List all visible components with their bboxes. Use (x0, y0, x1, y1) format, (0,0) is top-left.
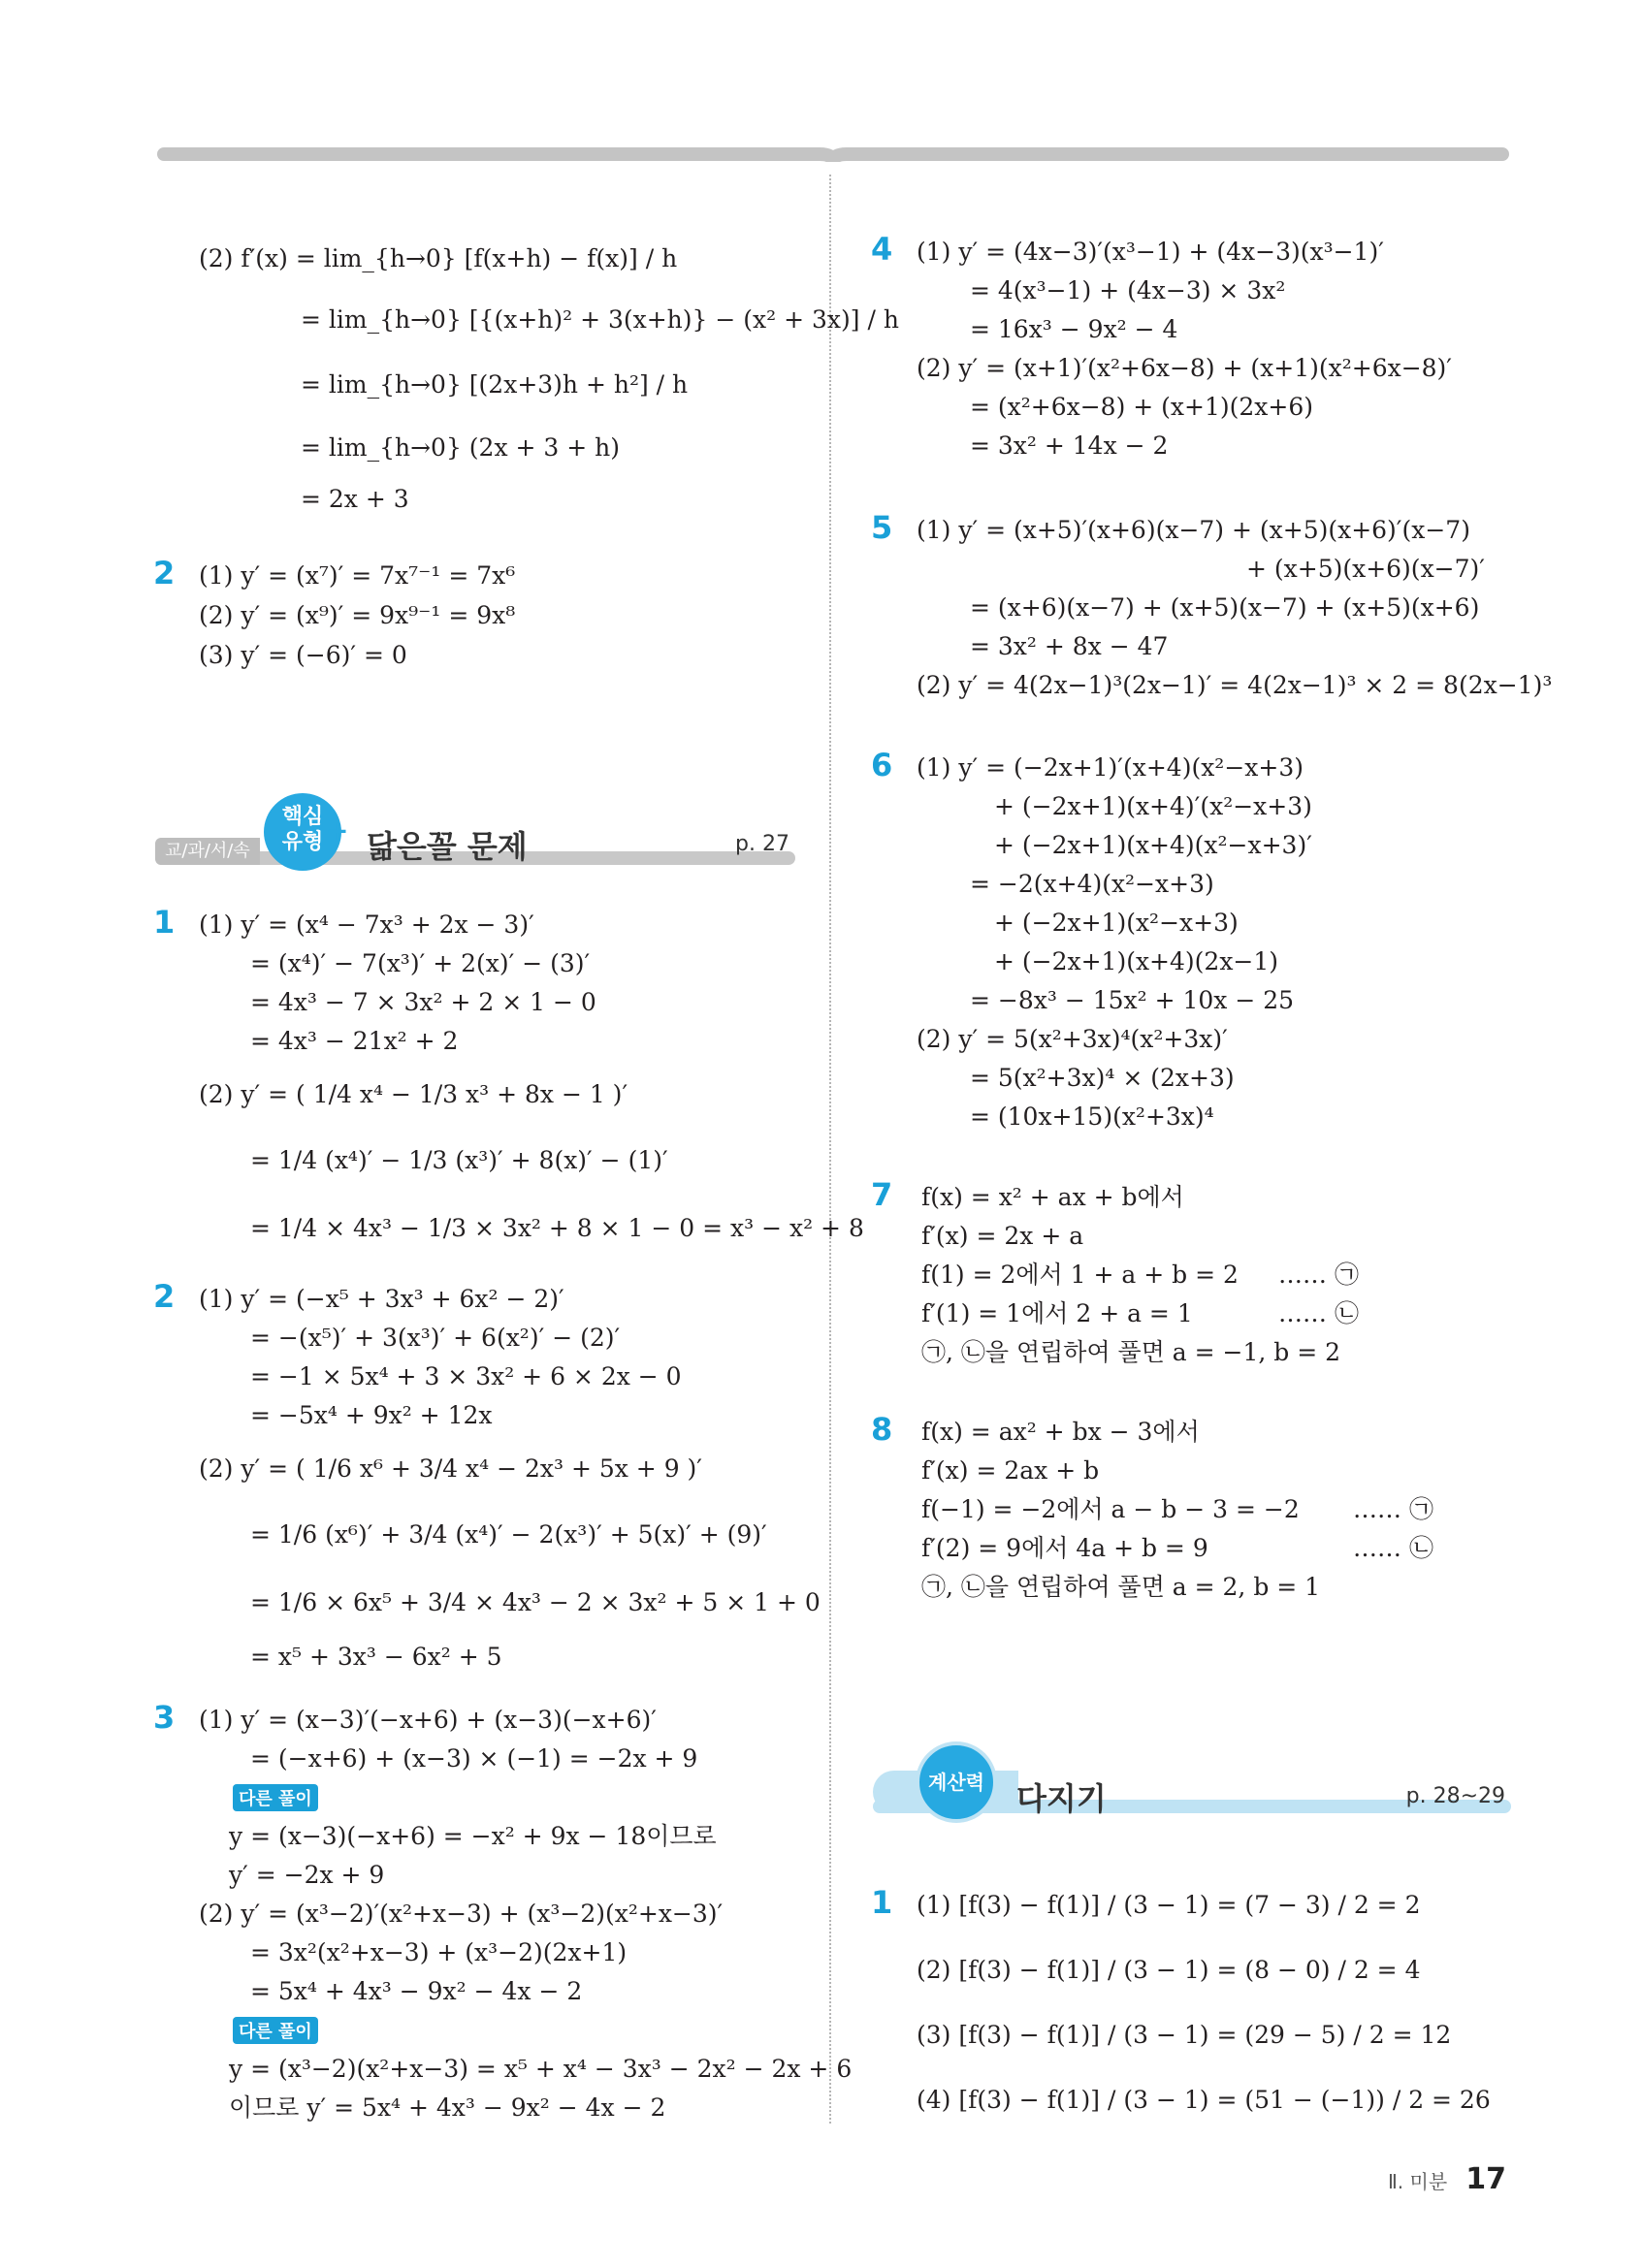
math-line: = −1 × 5x⁴ + 3 × 3x² + 6 × 2x − 0 (250, 1362, 682, 1390)
problem-number: 2 (153, 1278, 176, 1315)
math-line: (2) y′ = ( 1/4 x⁴ − 1/3 x³ + 8x − 1 )′ (199, 1080, 628, 1108)
math-line: = (x²+6x−8) + (x+1)(2x+6) (970, 393, 1313, 421)
circle-text: 계산력 (928, 1771, 984, 1794)
header-tag: 교/과/서/속 (155, 838, 260, 865)
problem-number: 6 (871, 747, 893, 783)
math-line: f′(1) = 1에서 2 + a = 1 (921, 1299, 1193, 1327)
math-line: f(−1) = −2에서 a − b − 3 = −2 (921, 1495, 1300, 1523)
problem-number: 7 (871, 1176, 893, 1213)
math-line: = 16x³ − 9x² − 4 (970, 315, 1178, 343)
column-divider (829, 175, 831, 2124)
math-line: = 1/6 (x⁶)′ + 3/4 (x⁴)′ − 2(x³)′ + 5(x)′ + (9)′ (250, 1520, 767, 1549)
math-line: + (−2x+1)(x+4)(2x−1) (994, 947, 1279, 975)
math-line: ㉠, ㉡을 연립하여 풀면 a = −1, b = 2 (921, 1338, 1341, 1366)
page-number: 17 (1465, 2162, 1506, 2196)
math-line: (2) y′ = (x⁹)′ = 9x⁹⁻¹ = 9x⁸ (199, 601, 516, 629)
math-line: (1) y′ = (x+5)′(x+6)(x−7) + (x+5)(x+6)′(x−7) (917, 516, 1470, 544)
problem-number: 1 (871, 1884, 893, 1921)
equation-mark: …… ㉠ (1278, 1261, 1359, 1289)
problem-number: 4 (871, 231, 893, 268)
math-line: (1) y′ = (x−3)′(−x+6) + (x−3)(−x+6)′ (199, 1706, 657, 1734)
section-header (155, 797, 795, 875)
math-line: f(x) = x² + ax + b에서 (921, 1183, 1184, 1211)
math-line: 이므로 y′ = 5x⁴ + 4x³ − 9x² − 4x − 2 (229, 2093, 666, 2122)
math-line: = 5x⁴ + 4x³ − 9x² − 4x − 2 (250, 1977, 583, 2005)
problem-number: 2 (153, 555, 176, 591)
math-line: (2) f′(x) = lim_{h→0} [f(x+h) − f(x)] / h (199, 244, 678, 272)
math-line: + (−2x+1)(x²−x+3) (994, 909, 1239, 937)
page-reference: p. 28~29 (1405, 1784, 1505, 1808)
problem-number: 1 (153, 904, 176, 941)
math-line: (1) [f(3) − f(1)] / (3 − 1) = (7 − 3) / 2 = 2 (917, 1891, 1421, 1919)
circle-bottom-text: 유형 (281, 830, 324, 854)
math-line: = 4x³ − 7 × 3x² + 2 × 1 − 0 (250, 988, 596, 1016)
math-line: (2) y′ = 5(x²+3x)⁴(x²+3x)′ (917, 1025, 1228, 1053)
math-line: f(x) = ax² + bx − 3에서 (921, 1418, 1200, 1446)
math-line: (2) y′ = (x+1)′(x²+6x−8) + (x+1)(x²+6x−8)′ (917, 354, 1452, 382)
math-line: = −5x⁴ + 9x² + 12x (250, 1401, 493, 1429)
section-title: 닮은꼴 문제 (367, 828, 528, 865)
math-line: (1) y′ = (4x−3)′(x³−1) + (4x−3)(x³−1)′ (917, 238, 1384, 266)
math-line: (1) y′ = (x⁴ − 7x³ + 2x − 3)′ (199, 910, 534, 939)
section-header (873, 1745, 1511, 1823)
math-line: (2) [f(3) − f(1)] / (3 − 1) = (8 − 0) / 2 = 4 (917, 1956, 1421, 1984)
math-line: f′(2) = 9에서 4a + b = 9 (921, 1534, 1208, 1562)
math-line: (1) y′ = (x⁷)′ = 7x⁷⁻¹ = 7x⁶ (199, 561, 516, 590)
math-line: + (−2x+1)(x+4)′(x²−x+3) (994, 792, 1312, 820)
math-line: = lim_{h→0} [(2x+3)h + h²] / h (301, 370, 689, 399)
problem-number: 5 (871, 509, 893, 546)
footer-section: Ⅱ. 미분 (1387, 2170, 1448, 2193)
math-line: = 4x³ − 21x² + 2 (250, 1027, 459, 1055)
problem-number: 3 (153, 1699, 176, 1736)
equation-mark: …… ㉡ (1278, 1299, 1359, 1327)
math-line: = 3x² + 14x − 2 (970, 431, 1169, 460)
math-line: = 1/4 × 4x³ − 1/3 × 3x² + 8 × 1 − 0 = x³ − x² + 8 (250, 1214, 864, 1242)
plus-icon: + (326, 815, 349, 847)
math-line: f′(x) = 2x + a (921, 1222, 1084, 1250)
math-line: (2) y′ = 4(2x−1)³(2x−1)′ = 4(2x−1)³ × 2 = 8(2x−1)³ (917, 671, 1553, 699)
math-line: = 1/6 × 6x⁵ + 3/4 × 4x³ − 2 × 3x² + 5 × 1 + 0 (250, 1588, 821, 1616)
math-line: = (x+6)(x−7) + (x+5)(x−7) + (x+5)(x+6) (970, 593, 1480, 622)
math-line: = 5(x²+3x)⁴ × (2x+3) (970, 1064, 1235, 1092)
equation-mark: …… ㉠ (1353, 1495, 1433, 1523)
math-line: y = (x³−2)(x²+x−3) = x⁵ + x⁴ − 3x³ − 2x² − 2x + 6 (229, 2055, 853, 2083)
math-line: (2) y′ = (x³−2)′(x²+x−3) + (x³−2)(x²+x−3)′ (199, 1900, 724, 1928)
math-line: = (x⁴)′ − 7(x³)′ + 2(x)′ − (3)′ (250, 949, 591, 977)
math-line: y′ = −2x + 9 (229, 1861, 385, 1889)
alt-solution-badge: 다른 풀이 (233, 1784, 318, 1811)
math-line: + (x+5)(x+6)(x−7)′ (1246, 555, 1485, 583)
math-line: = −2(x+4)(x²−x+3) (970, 870, 1214, 898)
math-line: = (10x+15)(x²+3x)⁴ (970, 1102, 1214, 1131)
page-footer (1388, 2162, 1506, 2196)
math-line: (4) [f(3) − f(1)] / (3 − 1) = (51 − (−1)) / 2 = 26 (917, 2086, 1491, 2114)
math-line: ㉠, ㉡을 연립하여 풀면 a = 2, b = 1 (921, 1573, 1321, 1601)
top-divider-bar (155, 145, 1511, 163)
circle-top-text: 핵심 (281, 805, 324, 829)
math-line: = lim_{h→0} (2x + 3 + h) (301, 433, 621, 462)
problem-number: 8 (871, 1411, 893, 1448)
math-line: = 4(x³−1) + (4x−3) × 3x² (970, 276, 1286, 304)
math-line: = 1/4 (x⁴)′ − 1/3 (x³)′ + 8(x)′ − (1)′ (250, 1146, 668, 1174)
alt-solution-badge: 다른 풀이 (233, 2017, 318, 2044)
equation-mark: …… ㉡ (1353, 1534, 1433, 1562)
math-line: (2) y′ = ( 1/6 x⁶ + 3/4 x⁴ − 2x³ + 5x + 9 )′ (199, 1454, 702, 1483)
math-line: = −(x⁵)′ + 3(x³)′ + 6(x²)′ − (2)′ (250, 1324, 621, 1352)
math-line: (1) y′ = (−2x+1)′(x+4)(x²−x+3) (917, 753, 1304, 782)
page-reference: p. 27 (735, 832, 789, 856)
math-line: (3) [f(3) − f(1)] / (3 − 1) = (29 − 5) / 2 = 12 (917, 2021, 1452, 2049)
math-line: = −8x³ − 15x² + 10x − 25 (970, 986, 1295, 1014)
math-line: = 3x² + 8x − 47 (970, 632, 1169, 660)
math-line: f′(x) = 2ax + b (921, 1456, 1100, 1485)
math-line: (1) y′ = (−x⁵ + 3x³ + 6x² − 2)′ (199, 1285, 564, 1313)
math-line: = 3x²(x²+x−3) + (x³−2)(2x+1) (250, 1938, 628, 1966)
header-circle (916, 1741, 997, 1823)
math-line: f(1) = 2에서 1 + a + b = 2 (921, 1261, 1239, 1289)
math-line: = x⁵ + 3x³ − 6x² + 5 (250, 1643, 502, 1671)
math-line: + (−2x+1)(x+4)(x²−x+3)′ (994, 831, 1312, 859)
math-line: = (−x+6) + (x−3) × (−1) = −2x + 9 (250, 1744, 698, 1773)
math-line: = 2x + 3 (301, 485, 409, 513)
math-line: (3) y′ = (−6)′ = 0 (199, 641, 407, 669)
math-line: y = (x−3)(−x+6) = −x² + 9x − 18이므로 (229, 1822, 717, 1850)
section-title: 다지기 (1016, 1780, 1107, 1817)
math-line: = lim_{h→0} [{(x+h)² + 3(x+h)} − (x² + 3x)] / h (301, 305, 899, 334)
